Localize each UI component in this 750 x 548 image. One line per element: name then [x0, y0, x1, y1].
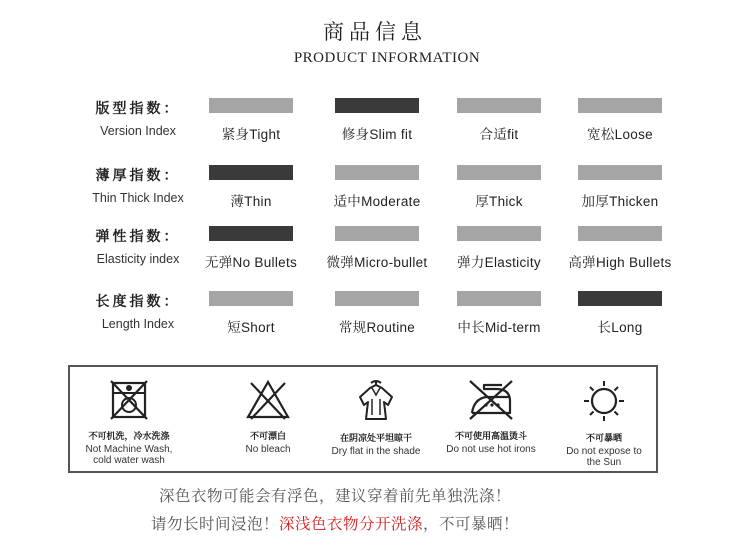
option-label: 紧身Tight — [221, 127, 281, 142]
care-label-en — [545, 446, 663, 468]
care-note-2 — [0, 512, 670, 534]
care-label-en-line: Dry flat in the shade — [331, 446, 421, 457]
option-label: 短Short — [227, 320, 275, 335]
index-row-elasticity — [0, 226, 750, 286]
index-bar — [457, 291, 541, 306]
index-label-cn: 弹性指数： — [95, 229, 181, 245]
page-title-en: PRODUCT INFORMATION — [293, 50, 481, 66]
option-elasticity — [444, 226, 554, 271]
no-hot-iron-icon — [464, 377, 518, 423]
option-no-bullets — [196, 226, 306, 271]
index-label-cn: 薄厚指数： — [95, 168, 181, 184]
care-instructions-box — [68, 365, 658, 473]
care-label-cn: 不可暴晒 — [585, 434, 622, 444]
care-label-en-line: No bleach — [245, 444, 291, 455]
care-item-iron — [432, 377, 550, 455]
option-moderate — [322, 165, 432, 210]
option-label: 合适fit — [479, 127, 519, 142]
option-mid-term — [444, 291, 554, 336]
index-bar-selected — [578, 291, 662, 306]
index-bar — [209, 98, 293, 113]
index-bar — [209, 291, 293, 306]
option-long — [565, 291, 675, 336]
no-bleach-icon — [243, 377, 293, 423]
index-bar — [457, 98, 541, 113]
index-label-en: Thin Thick Index — [92, 191, 184, 205]
option-label: 薄Thin — [230, 194, 272, 209]
care-label-en-line: the Sun — [586, 457, 622, 468]
index-row-thickness — [0, 165, 750, 225]
care-item-dry — [317, 377, 435, 457]
index-label-en: Elasticity index — [96, 252, 180, 266]
option-label: 厚Thick — [475, 194, 523, 209]
option-label: 宽松Loose — [587, 127, 653, 142]
care-note-2-suffix: ，不可暴晒！ — [423, 515, 520, 533]
care-label-en-line: cold water wash — [93, 455, 165, 466]
care-item-bleach — [209, 377, 327, 455]
option-slim-fit — [322, 98, 432, 143]
care-note-2-prefix: 请勿长时间浸泡！ — [150, 515, 279, 533]
index-bar-selected — [209, 226, 293, 241]
option-label: 常规Routine — [338, 320, 416, 335]
care-note-2-highlight: 深浅色衣物分开洗涤 — [278, 515, 423, 533]
care-label-en-line: Not Machine Wash, — [85, 444, 173, 455]
index-label-cn: 长度指数： — [95, 294, 181, 310]
care-label-en — [209, 444, 327, 455]
care-label-cn: 在阴凉处平坦晾干 — [339, 434, 412, 444]
option-fit — [444, 98, 554, 143]
index-label — [78, 226, 198, 266]
no-machine-wash-icon — [107, 377, 151, 423]
index-bar — [335, 226, 419, 241]
index-bar-selected — [335, 98, 419, 113]
index-bar — [578, 98, 662, 113]
option-label: 修身Slim fit — [341, 127, 413, 142]
index-label — [78, 165, 198, 205]
care-label-en-line: Do not expose to — [566, 446, 642, 457]
option-thick — [444, 165, 554, 210]
index-bar — [457, 165, 541, 180]
option-tight — [196, 98, 306, 143]
option-label: 无弹No Bullets — [204, 255, 298, 270]
care-label-en — [70, 444, 188, 466]
index-label-cn: 版型指数： — [95, 101, 181, 117]
index-bar — [335, 291, 419, 306]
index-row-length — [0, 291, 750, 351]
option-label: 中长Mid-term — [457, 320, 541, 335]
care-label-en — [432, 444, 550, 455]
option-label: 高弹High Bullets — [568, 255, 672, 270]
care-label-cn: 不可漂白 — [249, 432, 286, 442]
care-label-en-line: Do not use hot irons — [446, 444, 536, 455]
option-high-bullets — [565, 226, 675, 271]
option-thicken — [565, 165, 675, 210]
index-row-version — [0, 98, 750, 158]
index-label-en: Version Index — [100, 124, 176, 138]
option-label: 适中Moderate — [333, 194, 421, 209]
option-label: 微弹Micro-bullet — [326, 255, 428, 270]
care-note-1: 深色衣物可能会有浮色，建议穿着前先单独洗涤！ — [158, 487, 511, 505]
option-micro-bullet — [322, 226, 432, 271]
care-label-cn: 不可使用高温烫斗 — [454, 432, 527, 442]
option-label: 加厚Thicken — [581, 194, 659, 209]
index-bar-selected — [209, 165, 293, 180]
index-bar — [335, 165, 419, 180]
index-label — [78, 98, 198, 138]
option-short — [196, 291, 306, 336]
index-bar — [578, 165, 662, 180]
index-bar — [457, 226, 541, 241]
care-label-en — [317, 446, 435, 457]
index-bar — [578, 226, 662, 241]
care-item-wash — [70, 377, 188, 466]
care-label-cn: 不可机洗，冷水洗涤 — [88, 432, 170, 442]
no-sun-exposure-icon — [580, 377, 628, 425]
option-thin — [196, 165, 306, 210]
option-loose — [565, 98, 675, 143]
index-label-en: Length Index — [101, 317, 175, 331]
dry-flat-shade-icon — [352, 377, 400, 425]
option-label: 弹力Elasticity — [457, 255, 541, 270]
index-label — [78, 291, 198, 331]
page-title-cn: 商品信息 — [323, 20, 427, 44]
care-item-sun — [545, 377, 663, 468]
option-label: 长Long — [597, 320, 643, 335]
option-routine — [322, 291, 432, 336]
